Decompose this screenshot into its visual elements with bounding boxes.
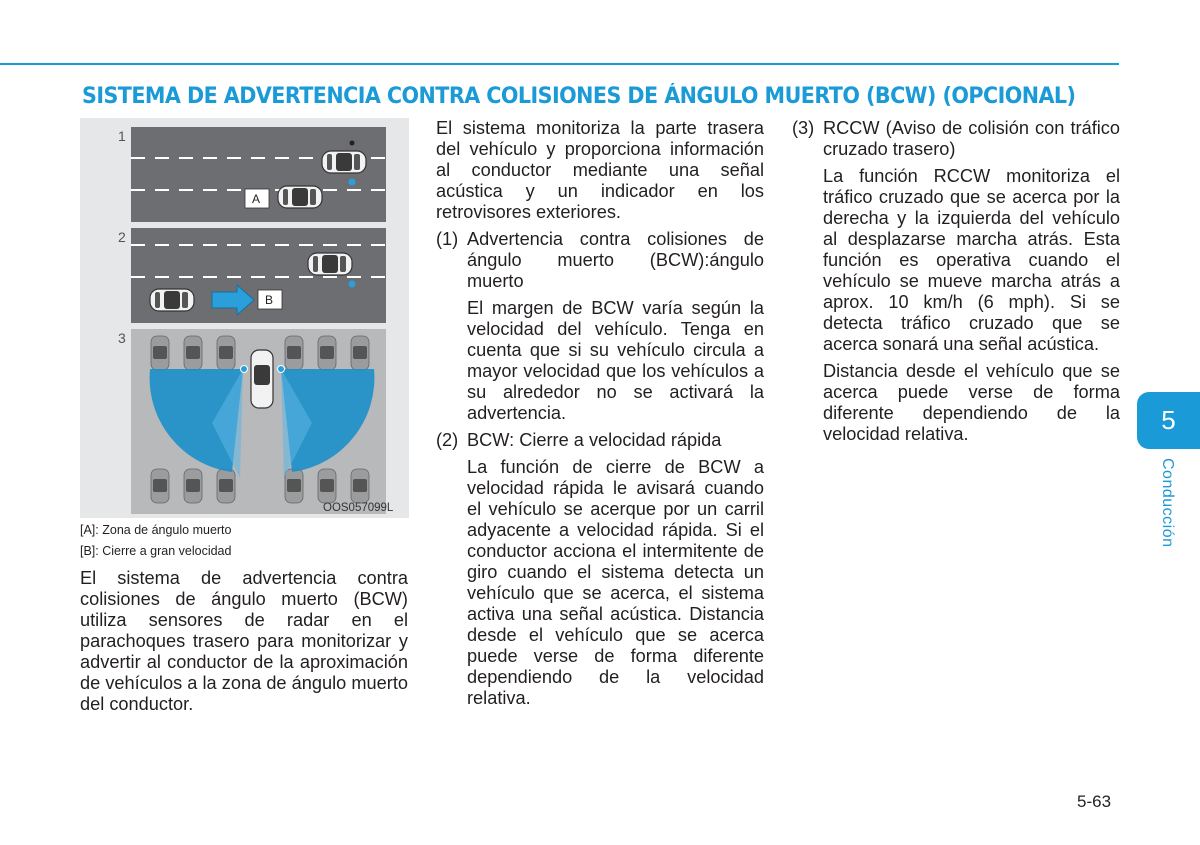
column-2 [436,118,764,715]
item-1-text: El margen de BCW varía según la velocidad del vehículo. Tenga en cuenta que si su vehículo circula a mayor velocidad que los vehículos a su alrededor no se activará la advertencia. [467,298,764,423]
panel-number-1: 1 [118,128,126,144]
monitor-paragraph: El sistema monitoriza la parte trasera del vehículo y proporciona información al conductor mediante una señal acústica y un indicador en los retrovisores exteriores. [436,118,764,222]
chapter-tab: 5 [1137,392,1200,449]
figure-code: OOS057099L [323,502,394,514]
page-number: 5-63 [1077,792,1112,811]
item-3-heading [792,118,1120,160]
page-title: SISTEMA DE ADVERTENCIA CONTRA COLISIONES DE ÁNGULO MUERTO (BCW) (OPCIONAL) [82,84,1076,109]
caption-b: [B]: Cierre a gran velocidad [80,544,232,558]
caption-a: [A]: Zona de ángulo muerto [80,523,232,537]
column-3 [792,118,1120,451]
item-2-heading [436,430,764,451]
item-2-label: BCW: Cierre a velocidad rápida [467,430,722,450]
top-rule [0,63,1119,65]
bcw-intro-paragraph: El sistema de advertencia contra colisiones de ángulo muerto (BCW) utiliza sensores de radar en el parachoques trasero para monitorizar y advertir al conductor de la aproximación de vehículos a la zona de ángulo muerto del conductor. [80,568,408,714]
item-3-text-2: Distancia desde el vehículo que se acerca puede verse de forma diferente dependiendo de la velocidad relativa. [823,361,1120,444]
bcw-illustration [80,118,409,518]
panel-number-3: 3 [118,330,126,346]
item-1-heading [436,229,764,292]
item-2-text: La función de cierre de BCW a velocidad rápida le avisará cuando el vehículo se acerque por un carril adyacente a velocidad rápida. Si el conductor acciona el intermitente de giro cuando el sistema detecta un vehículo que se acerca, el sistema activa una señal acústica. Distancia desde el vehículo que se acerca puede verse de forma diferente dependiendo de la velocidad relativa. [467,457,764,708]
item-3-text-1: La función RCCW monitoriza el tráfico cruzado que se acerca por la derecha y la izquierda del vehículo al desplazarse marcha atrás. Esta función es operativa cuando el vehículo se mueve marcha atrás a aprox. 10 km/h (6 mph). Si se detecta tráfico cruzado que se acerca sonará una señal acústica. [823,166,1120,354]
item-1-number: (1) [436,229,459,249]
item-3-number: (3) [792,118,815,138]
label-a: A [252,192,261,206]
item-1-label: Advertencia contra colisiones de ángulo muerto (BCW):ángulo muerto [467,229,764,291]
item-2-number: (2) [436,430,459,450]
panel-number-2: 2 [118,229,126,245]
item-3-label: RCCW (Aviso de colisión con tráfico cruzado trasero) [823,118,1120,159]
label-b: B [265,293,274,307]
chapter-label: Conducción [1159,458,1176,548]
